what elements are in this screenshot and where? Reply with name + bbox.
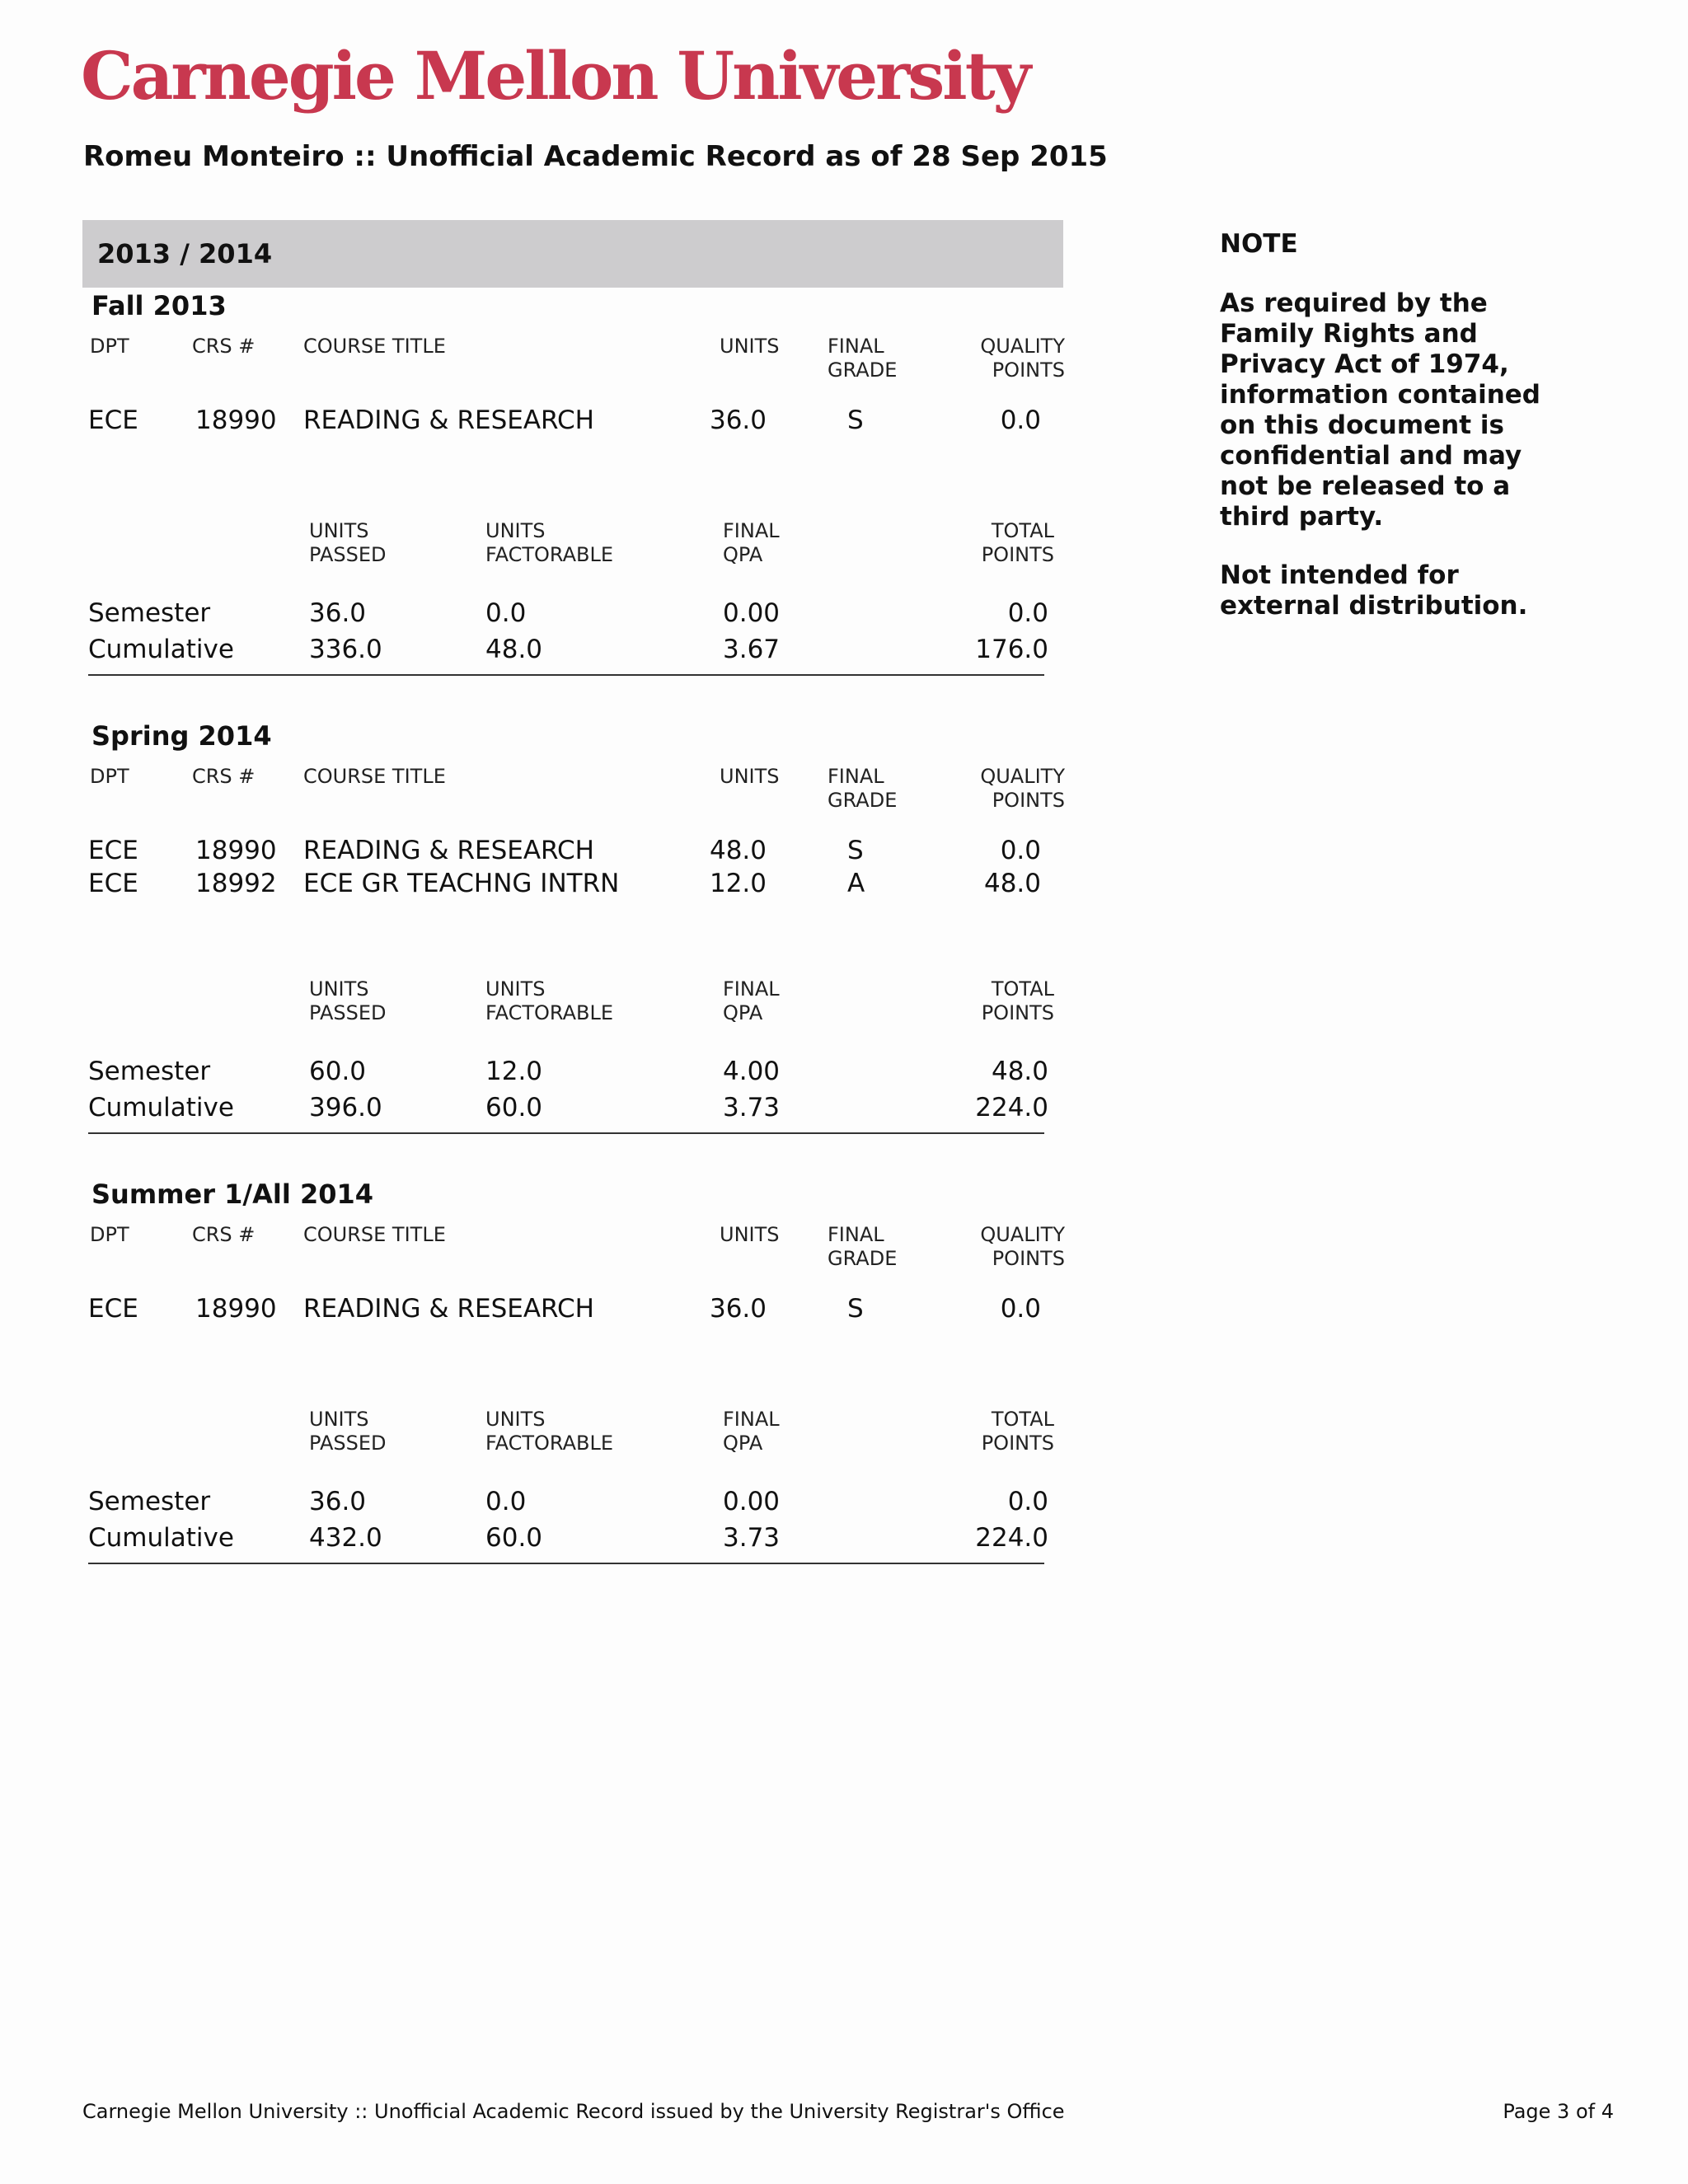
col-header-units-passed: UNITS PASSED xyxy=(309,977,387,1024)
semester-units-factorable: 12.0 xyxy=(485,1057,543,1086)
col-header-units-passed: UNITS PASSED xyxy=(309,1408,387,1455)
col-header-quality-points: QUALITY POINTS xyxy=(980,1223,1065,1270)
semester-final-qpa: 0.00 xyxy=(723,1487,781,1516)
university-logo: Carnegie Mellon University xyxy=(81,37,1029,115)
cumulative-final-qpa: 3.67 xyxy=(723,635,781,664)
cumulative-row xyxy=(82,1523,1063,1556)
col-header-final-grade: FINAL GRADE xyxy=(828,765,898,812)
course-dpt: ECE xyxy=(88,1294,138,1324)
term-section-fall-2013 xyxy=(82,290,1063,719)
col-header-units-passed: UNITS PASSED xyxy=(309,519,387,566)
section-divider xyxy=(88,1563,1044,1564)
col-header-course-title: COURSE TITLE xyxy=(303,335,446,358)
term-section-spring-2014 xyxy=(82,720,1063,1149)
semester-row xyxy=(82,1057,1063,1090)
semester-total-points: 0.0 xyxy=(1007,598,1048,628)
course-dpt: ECE xyxy=(88,836,138,865)
cumulative-final-qpa: 3.73 xyxy=(723,1093,781,1122)
course-quality-points: 48.0 xyxy=(983,869,1041,898)
col-header-total-points: TOTAL POINTS xyxy=(981,977,1054,1024)
cumulative-units-passed: 396.0 xyxy=(309,1093,382,1122)
col-header-dpt: DPT xyxy=(90,765,129,788)
col-header-final-grade: FINAL GRADE xyxy=(828,1223,898,1270)
course-title: ECE GR TEACHNG INTRN xyxy=(303,869,620,898)
course-row xyxy=(82,405,1063,438)
footer-text: Carnegie Mellon University :: Unofficial Academic Record issued by the University Registrar's Office xyxy=(82,2100,1065,2123)
cumulative-row xyxy=(82,1093,1063,1126)
cumulative-label: Cumulative xyxy=(88,1093,234,1122)
course-title: READING & RESEARCH xyxy=(303,1294,594,1324)
semester-total-points: 0.0 xyxy=(1007,1487,1048,1516)
note-heading: NOTE xyxy=(1220,229,1298,259)
col-header-total-points: TOTAL POINTS xyxy=(981,519,1054,566)
course-units: 36.0 xyxy=(709,1294,767,1324)
course-units: 48.0 xyxy=(709,836,767,865)
semester-row xyxy=(82,1487,1063,1520)
col-header-final-qpa: FINAL QPA xyxy=(723,1408,780,1455)
course-dpt: ECE xyxy=(88,405,138,435)
course-dpt: ECE xyxy=(88,869,138,898)
term-name: Fall 2013 xyxy=(91,290,227,321)
term-section-summer-2014 xyxy=(82,1179,1063,1607)
course-quality-points: 0.0 xyxy=(1000,1294,1041,1324)
semester-total-points: 48.0 xyxy=(991,1057,1048,1086)
col-header-units: UNITS xyxy=(720,1223,780,1246)
page-number: Page 3 of 4 xyxy=(1503,2100,1614,2123)
semester-label: Semester xyxy=(88,1057,211,1086)
course-grade: A xyxy=(847,869,865,898)
course-quality-points: 0.0 xyxy=(1000,836,1041,865)
col-header-units: UNITS xyxy=(720,765,780,788)
cumulative-units-factorable: 48.0 xyxy=(485,635,543,664)
course-crs: 18990 xyxy=(195,1294,277,1324)
semester-units-factorable: 0.0 xyxy=(485,598,527,628)
semester-units-factorable: 0.0 xyxy=(485,1487,527,1516)
course-crs: 18990 xyxy=(195,405,277,435)
semester-final-qpa: 0.00 xyxy=(723,598,781,628)
col-header-final-qpa: FINAL QPA xyxy=(723,977,780,1024)
course-grade: S xyxy=(847,1294,864,1324)
document-title: Romeu Monteiro :: Unofficial Academic Record as of 28 Sep 2015 xyxy=(83,140,1108,173)
col-header-total-points: TOTAL POINTS xyxy=(981,1408,1054,1455)
col-header-dpt: DPT xyxy=(90,335,129,358)
cumulative-total-points: 176.0 xyxy=(975,635,1048,664)
course-units: 12.0 xyxy=(709,869,767,898)
course-grade: S xyxy=(847,405,864,435)
note-panel xyxy=(1220,288,1566,649)
section-divider xyxy=(88,1132,1044,1134)
course-title: READING & RESEARCH xyxy=(303,405,594,435)
semester-units-passed: 36.0 xyxy=(309,1487,367,1516)
semester-label: Semester xyxy=(88,1487,211,1516)
col-header-dpt: DPT xyxy=(90,1223,129,1246)
cumulative-units-factorable: 60.0 xyxy=(485,1523,543,1553)
course-row xyxy=(82,836,1063,869)
cumulative-units-factorable: 60.0 xyxy=(485,1093,543,1122)
course-row xyxy=(82,869,1063,902)
semester-label: Semester xyxy=(88,598,211,628)
course-grade: S xyxy=(847,836,864,865)
course-crs: 18990 xyxy=(195,836,277,865)
col-header-course-title: COURSE TITLE xyxy=(303,1223,446,1246)
col-header-crs: CRS # xyxy=(192,765,256,788)
cumulative-total-points: 224.0 xyxy=(975,1523,1048,1553)
col-header-units-factorable: UNITS FACTORABLE xyxy=(485,1408,614,1455)
course-crs: 18992 xyxy=(195,869,277,898)
cumulative-units-passed: 336.0 xyxy=(309,635,382,664)
term-name: Spring 2014 xyxy=(91,720,272,752)
cumulative-total-points: 224.0 xyxy=(975,1093,1048,1122)
col-header-units-factorable: UNITS FACTORABLE xyxy=(485,519,614,566)
semester-row xyxy=(82,598,1063,631)
col-header-crs: CRS # xyxy=(192,1223,256,1246)
cumulative-label: Cumulative xyxy=(88,635,234,664)
col-header-quality-points: QUALITY POINTS xyxy=(980,765,1065,812)
col-header-course-title: COURSE TITLE xyxy=(303,765,446,788)
cumulative-final-qpa: 3.73 xyxy=(723,1523,781,1553)
course-units: 36.0 xyxy=(709,405,767,435)
academic-year-label: 2013 / 2014 xyxy=(97,238,273,269)
semester-units-passed: 60.0 xyxy=(309,1057,367,1086)
cumulative-row xyxy=(82,635,1063,668)
course-row xyxy=(82,1294,1063,1327)
col-header-quality-points: QUALITY POINTS xyxy=(980,335,1065,382)
cumulative-label: Cumulative xyxy=(88,1523,234,1553)
semester-final-qpa: 4.00 xyxy=(723,1057,781,1086)
col-header-units: UNITS xyxy=(720,335,780,358)
section-divider xyxy=(88,674,1044,676)
course-title: READING & RESEARCH xyxy=(303,836,594,865)
term-name: Summer 1/All 2014 xyxy=(91,1179,373,1210)
cumulative-units-passed: 432.0 xyxy=(309,1523,382,1553)
col-header-units-factorable: UNITS FACTORABLE xyxy=(485,977,614,1024)
col-header-crs: CRS # xyxy=(192,335,256,358)
col-header-final-grade: FINAL GRADE xyxy=(828,335,898,382)
note-privacy-text: As required by the Family Rights and Privacy Act of 1974, information contained on this document is confidential and may not be released to a third party. xyxy=(1220,288,1540,532)
note-distribution-text: Not intended for external distribution. xyxy=(1220,560,1528,621)
col-header-final-qpa: FINAL QPA xyxy=(723,519,780,566)
semester-units-passed: 36.0 xyxy=(309,598,367,628)
course-quality-points: 0.0 xyxy=(1000,405,1041,435)
academic-year-bar xyxy=(82,220,1063,288)
